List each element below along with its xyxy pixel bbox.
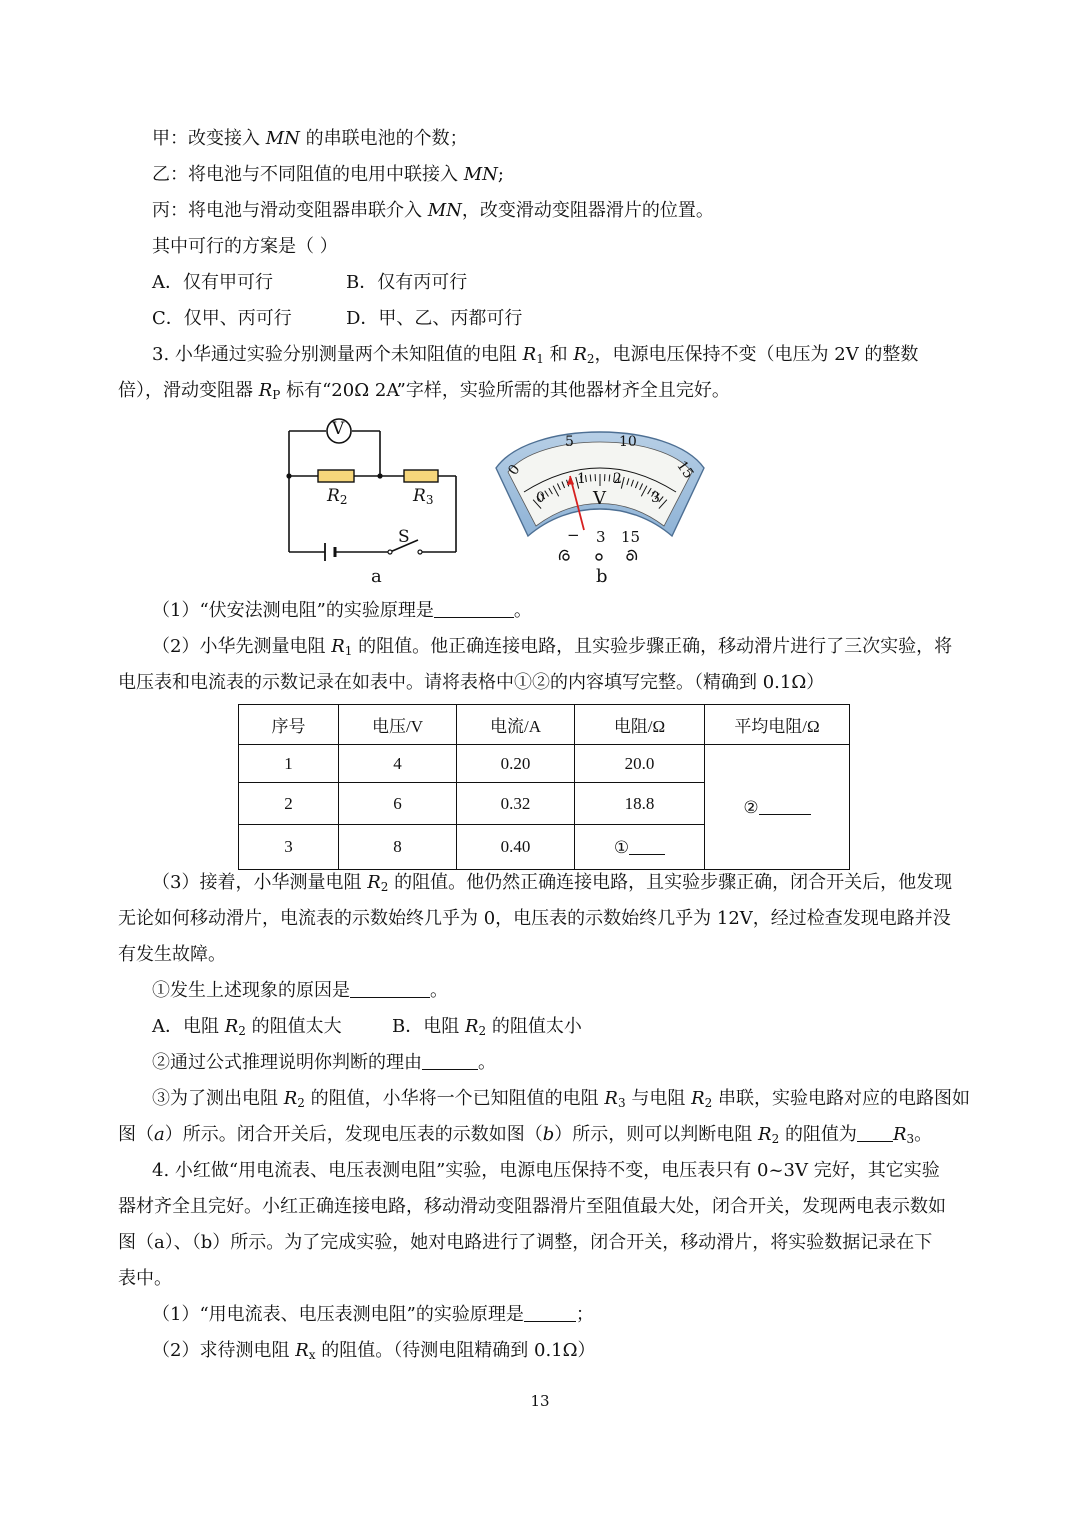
- table-cell: ①: [575, 825, 705, 870]
- switch-contact: [418, 550, 422, 554]
- option-jia: 甲：改变接入 MN 的串联电池的个数；: [152, 128, 468, 149]
- choice-d: D．甲、乙、丙都可行: [346, 308, 523, 329]
- average-cell: ②: [705, 745, 850, 870]
- choice-a: A．仅有甲可行: [152, 272, 273, 293]
- junction-dot: [377, 473, 382, 478]
- resistor-r3: [404, 470, 438, 482]
- circuit-diagram-a: [280, 412, 470, 572]
- table-cell: 0.40: [457, 825, 575, 870]
- table-cell: 6: [339, 783, 457, 825]
- q4-part2: （2）求待测电阻 $R_x$ 的阻值。（待测电阻精确到 0.1Ω）: [152, 1340, 596, 1362]
- q4-stem-line1: 4. 小红做“用电流表、电压表测电阻”实验，电源电压保持不变，电压表只有 0~3V 完好，其它实验: [152, 1160, 940, 1181]
- question-prompt: 其中可行的方案是（ ）: [152, 236, 338, 257]
- table-cell: 4: [339, 745, 457, 783]
- answer-blank[interactable]: [857, 1123, 893, 1142]
- scale-bottom-0: 0: [536, 490, 545, 506]
- option-yi: 乙：将电池与不同阻值的电用中联接入 MN;: [152, 164, 504, 185]
- dial-tick: [609, 475, 610, 482]
- table-cell: 0.32: [457, 783, 575, 825]
- table-cell: 0.20: [457, 745, 575, 783]
- table-header: 电压/V: [339, 705, 457, 745]
- table-cell: 18.8: [575, 783, 705, 825]
- choice-b: B．仅有丙可行: [346, 272, 468, 293]
- q4-stem-line2: 器材齐全且完好。小红正确连接电路，移动滑动变阻器滑片至阻值最大处，闭合开关，发现两电表示数如: [118, 1196, 946, 1217]
- scale-top-15: 15: [673, 458, 697, 482]
- q3-stem-line1: 3. 小华通过实验分别测量两个未知阻值的电阻 $R_1$ 和 $R_2$，电源电压保持不变（电压为 2V 的整数: [152, 344, 919, 366]
- q3-sub3-line1: ③为了测出电阻 $R_2$ 的阻值，小华将一个已知阻值的电阻 $R_3$ 与电阻 $R_2$ 串联，实验电路对应的电路图如: [152, 1088, 971, 1110]
- option-bing: 丙：将电池与滑动变阻器串联介入 MN，改变滑动变阻器滑片的位置。: [152, 200, 714, 221]
- table-header: 序号: [239, 705, 339, 745]
- junction-dot: [286, 473, 291, 478]
- answer-blank[interactable]: [434, 599, 514, 618]
- choice-c: C．仅甲、丙可行: [152, 308, 292, 329]
- label-switch: S: [398, 527, 410, 547]
- page-number: 13: [530, 1392, 550, 1410]
- terminal-posts: [556, 544, 646, 566]
- answer-blank[interactable]: [350, 979, 430, 998]
- table-header: 电流/A: [457, 705, 575, 745]
- scale-bottom-3: 3: [651, 490, 660, 506]
- q3-stem-line2: 倍），滑动变阻器 $R_P$ 标有“20Ω 2A”字样，实验所需的其他器材齐全且完好。: [118, 380, 730, 402]
- voltmeter-label: V: [332, 419, 345, 439]
- q4-stem-line3: 图（a）、（b）所示。为了完成实验，她对电路进行了调整，闭合开关，移动滑片，将实验数据记录在下: [118, 1232, 933, 1253]
- dial-unit-label: V: [593, 488, 606, 509]
- scale-bottom-2: 2: [613, 471, 622, 487]
- q3-sub1: ①发生上述现象的原因是 。: [152, 980, 448, 1001]
- q3-part2-line2: 电压表和电流表的示数记录在如表中。请将表格中①②的内容填写完整。（精确到 0.1Ω）: [118, 672, 825, 693]
- table-cell: 3: [239, 825, 339, 870]
- terminal-3: 3: [596, 528, 606, 546]
- q3-part3-line2: 无论如何移动滑片，电流表的示数始终几乎为 0，电压表的示数始终几乎为 12V，经过检查发现电路并没: [118, 908, 951, 929]
- caption-b: b: [596, 566, 608, 587]
- label-r3: $R_3$: [413, 486, 434, 507]
- q3-sub3-line2: 图（a）所示。闭合开关后，发现电压表的示数如图（b）所示，则可以判断电阻 $R_2$ 的阻值为 $R_3$。: [118, 1124, 933, 1146]
- scale-top-10: 10: [619, 434, 637, 450]
- table-header: 电阻/Ω: [575, 705, 705, 745]
- q3-sub1-choice-b: B．电阻 $R_2$ 的阻值太小: [392, 1016, 582, 1038]
- answer-blank[interactable]: [422, 1051, 478, 1070]
- answer-blank[interactable]: [629, 836, 665, 855]
- q3-part3-line1: （3）接着，小华测量电阻 $R_2$ 的阻值。他仍然正确连接电路，且实验步骤正确，闭合开关后，他发现: [152, 872, 953, 894]
- table-header-row: [239, 705, 850, 745]
- label-r2: $R_2$: [327, 486, 348, 507]
- table-cell: 20.0: [575, 745, 705, 783]
- q4-stem-line4: 表中。: [118, 1268, 172, 1289]
- q3-sub2: ②通过公式推理说明你判断的理由 。: [152, 1052, 496, 1073]
- table-cell: 2: [239, 783, 339, 825]
- scale-bottom-1: 1: [577, 471, 586, 487]
- switch-contact: [388, 550, 392, 554]
- dial-tick: [590, 475, 591, 482]
- table-cell: 8: [339, 825, 457, 870]
- scale-top-5: 5: [565, 434, 574, 450]
- terminal-minus: −: [567, 526, 580, 544]
- table-cell: 1: [239, 745, 339, 783]
- terminal-15: 15: [621, 528, 641, 546]
- caption-a: a: [371, 566, 382, 587]
- voltmeter-dial-b: [490, 424, 710, 544]
- data-table: [238, 704, 850, 870]
- scale-top-0: 0: [505, 461, 524, 479]
- q4-part1: （1）“用电流表、电压表测电阻”的实验原理是 ；: [152, 1304, 594, 1325]
- resistor-r2: [318, 470, 354, 482]
- table-header: 平均电阻/Ω: [705, 705, 850, 745]
- table-row: [239, 745, 850, 783]
- answer-blank[interactable]: [524, 1303, 576, 1322]
- q3-sub1-choice-a: A．电阻 $R_2$ 的阻值太大: [152, 1016, 342, 1038]
- answer-blank[interactable]: [759, 796, 811, 815]
- q3-part1: （1）“伏安法测电阻”的实验原理是 。: [152, 600, 532, 621]
- battery-symbol: [325, 543, 335, 561]
- q3-part2-line1: （2）小华先测量电阻 $R_1$ 的阻值。他正确连接电路，且实验步骤正确，移动滑片进行了三次实验，将: [152, 636, 953, 658]
- q3-part3-line3: 有发生故障。: [118, 944, 226, 965]
